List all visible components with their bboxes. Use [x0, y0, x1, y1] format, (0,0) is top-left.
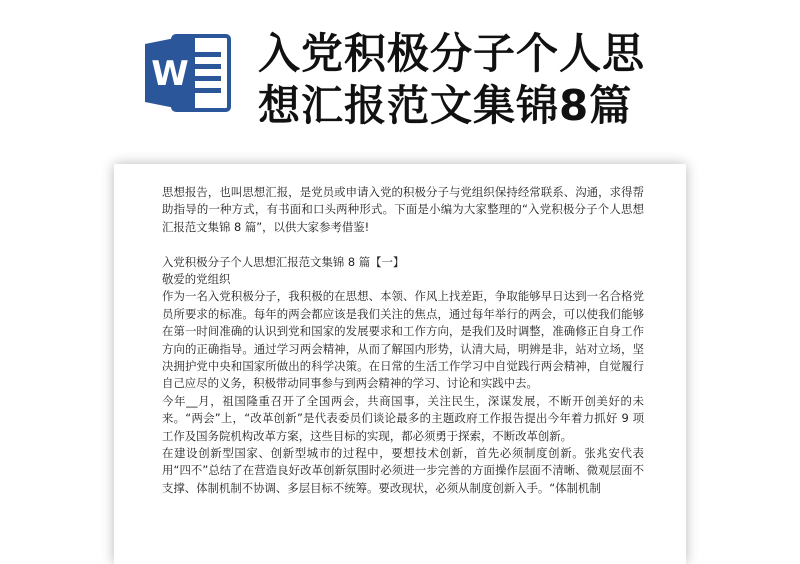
section-heading: 入党积极分子个人思想汇报范文集锦 8 篇【一】 — [162, 254, 405, 269]
word-logo-letter: W — [151, 54, 189, 94]
document-body — [162, 184, 644, 497]
body-paragraph: 在建设创新型国家、创新型城市的过程中，要想技术创新，首先必须制度创新。张兆安代表用“四不”总结了在营造良好改革创新氛围时必须进一步完善的方面操作层面不清晰、微观层面不支撑、体制机制不协调、多层目标不统筹。要改现状，必须从制度创新入手。“体制机制 — [162, 446, 644, 495]
body-paragraph: 今年__月，祖国隆重召开了全国两会，共商国事，关注民生，深谋发展，不断开创美好的未来。“两会”上，“改革创新”是代表委员们谈论最多的主题政府工作报告提出今年着力抓好 9 项工作及国务院机构改革方案，这些目标的实现，都必须勇于探索，不断改革创新。 — [162, 393, 644, 443]
document-page — [114, 164, 686, 564]
banner — [0, 0, 800, 150]
word-document-icon — [143, 30, 233, 116]
body-paragraph: 作为一名入党积极分子，我积极的在思想、本领、作风上找差距，争取能够早日达到一名合格党员所要求的标准。每年的两会都应该是我们关注的焦点，通过每年举行的两会，可以使我们能够在第一时间准确的认识到党和国家的发展要求和工作方向，是我们及时调整，准确修正自身工作方向的正确指导。通过学习两会精神，从而了解国内形势，认清大局，明辨是非，站对立场，坚决拥护党中央和国家所做出的科学决策。在日常的生活工作学习中自觉践行两会精神，自觉履行自己应尽的义务，积极带动同事参与到两会精神的学习、讨论和实践中去。 — [162, 289, 644, 391]
intro-paragraph: 思想报告，也叫思想汇报，是党员或申请入党的积极分子与党组织保持经常联系、沟通，求得帮助指导的一种方式，有书面和口头两种形式。下面是小编为大家整理的“入党积极分子个人思想汇报范文集锦 8 篇”，以供大家参考借鉴! — [162, 185, 644, 234]
title-line-2: 想汇报范文集锦8篇 — [258, 81, 633, 130]
title-line-1: 入党积极分子个人思 — [258, 29, 646, 78]
page-title — [258, 28, 778, 132]
salutation: 敬爱的党组织 — [162, 272, 231, 287]
